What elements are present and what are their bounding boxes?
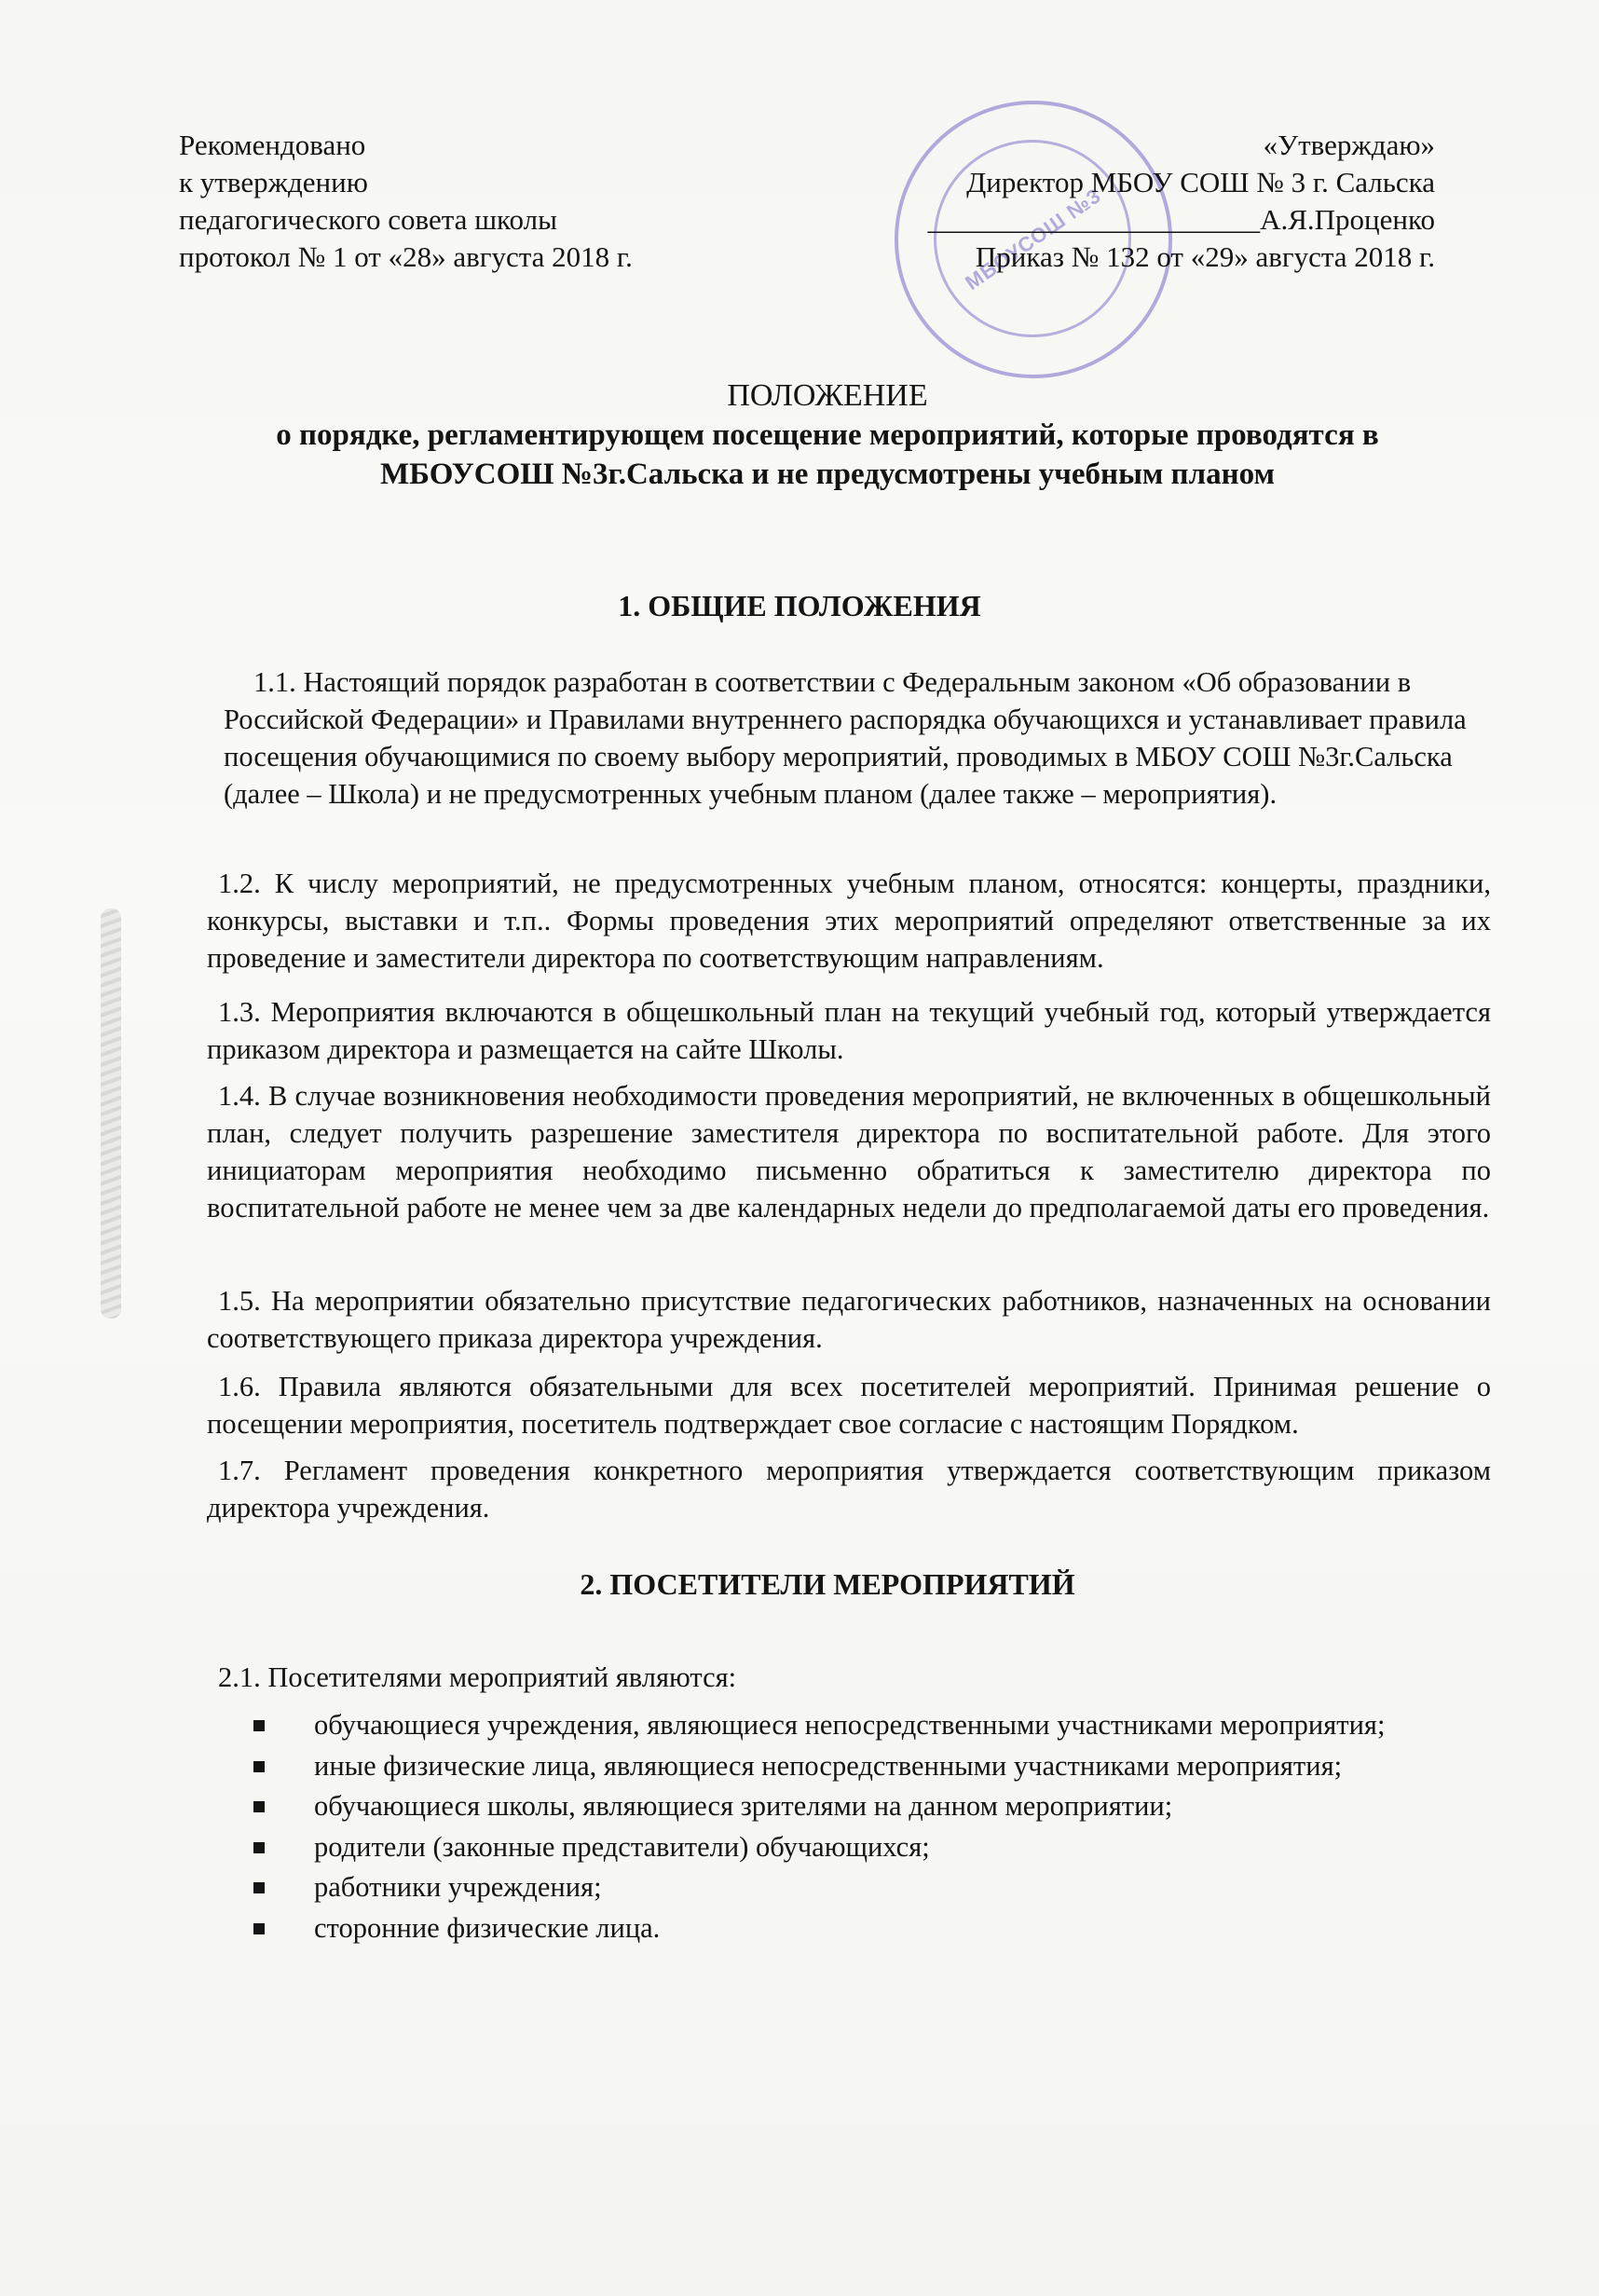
- list-item: работники учреждения;: [314, 1871, 602, 1903]
- paragraph-1-4: 1.4. В случае возникновения необходимости проведения мероприятий, не включенных в общешкольный план, следует получить разрешение заместителя директора по воспитательной работе. Для этого инициаторам мероприятия необходимо письменно обратиться к заместителю директора по воспитательной работе не менее чем за две календарных недели до предполагаемой даты его проведения.: [207, 1080, 1491, 1223]
- stamp-text: МБОУСОШ №3: [961, 184, 1106, 295]
- recommendation-line: протокол № 1 от «28» августа 2018 г.: [179, 240, 633, 273]
- paragraph-2-1: 2.1. Посетителями мероприятий являются:: [218, 1661, 737, 1693]
- list-item: сторонние физические лица.: [314, 1911, 661, 1944]
- approval-line: _______________________А.Я.Проценко: [927, 203, 1435, 236]
- approval-line: Директор МБОУ СОШ № 3 г. Сальска: [966, 166, 1435, 198]
- recommendation-block: [179, 127, 633, 276]
- paragraph-1-1: 1.1. Настоящий порядок разработан в соответствии с Федеральным законом «Об образовании в Российской Федерации» и Правилами внутреннего распорядка обучающихся и устанавливает правила посещения обучающимися по своему выбору мероприятий, проводимых в МБОУ СОШ №3г.Сальска (далее – Школа) и не предусмотренных учебным планом (далее также – мероприятия).: [224, 666, 1467, 810]
- paragraph-1-5: 1.5. На мероприятии обязательно присутствие педагогических работников, назначенных на основании соответствующего приказа директора учреждения.: [207, 1285, 1491, 1354]
- section-heading-visitors: 2. ПОСЕТИТЕЛИ МЕРОПРИЯТИЙ: [580, 1567, 1075, 1601]
- title-main: ПОЛОЖЕНИЕ: [727, 378, 928, 413]
- paragraph-1-6: 1.6. Правила являются обязательными для всех посетителей мероприятий. Принимая решение о посещении мероприятия, посетитель подтверждает свое согласие с настоящим Порядком.: [207, 1371, 1491, 1440]
- approval-block: [928, 127, 1435, 276]
- list-item: иные физические лица, являющиеся непосредственными участниками мероприятия;: [314, 1749, 1343, 1782]
- list-item: родители (законные представители) обучающихся;: [314, 1830, 930, 1863]
- paragraph-1-2: 1.2. К числу мероприятий, не предусмотренных учебным планом, относятся: концерты, праздники, конкурсы, выставки и т.п.. Формы проведения этих мероприятий определяют ответственные за их проведение и заместители директора по соответствующим направлениям.: [207, 868, 1491, 974]
- list-item: обучающиеся учреждения, являющиеся непосредственными участниками мероприятия;: [314, 1709, 1386, 1741]
- section-heading-general: 1. ОБЩИЕ ПОЛОЖЕНИЯ: [618, 589, 981, 622]
- recommendation-line: Рекомендовано: [179, 129, 366, 161]
- binding-thread: [101, 909, 121, 1319]
- list-item: обучающиеся школы, являющиеся зрителями на данном мероприятии;: [314, 1790, 1173, 1822]
- document-title: [224, 376, 1431, 494]
- approval-line: Приказ № 132 от «29» августа 2018 г.: [975, 240, 1435, 273]
- visitor-list: [238, 1705, 1385, 1948]
- recommendation-line: педагогического совета школы: [179, 203, 557, 236]
- title-subtitle: о порядке, регламентирующем посещение мероприятий, которые проводятся в МБОУСОШ №3г.Сальска и не предусмотрены учебным планом: [276, 418, 1379, 491]
- recommendation-line: к утверждению: [179, 166, 368, 198]
- paragraph-1-3: 1.3. Мероприятия включаются в общешкольный план на текущий учебный год, который утверждается приказом директора и размещается на сайте Школы.: [207, 996, 1491, 1065]
- approval-line: «Утверждаю»: [1263, 129, 1435, 161]
- paragraph-1-7: 1.7. Регламент проведения конкретного мероприятия утверждается соответствующим приказом директора учреждения.: [207, 1455, 1491, 1524]
